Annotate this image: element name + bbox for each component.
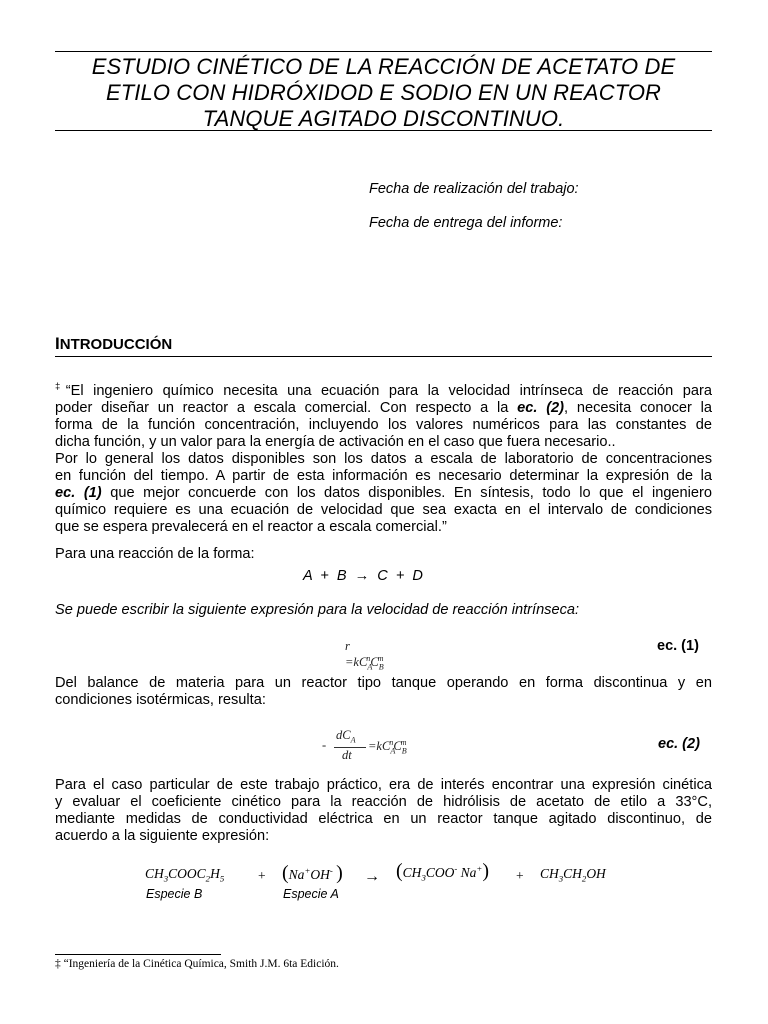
title-line-3: TANQUE AGITADO DISCONTINUO.	[202, 106, 565, 131]
particular-line: Para el caso particular de este trabajo práctico, era de interés encontrar una expresión cinética	[55, 777, 712, 793]
particular-line: y evaluar el coeficiente cinético para la reacción de hidrólisis de acetato de etilo a 33°C,	[55, 794, 712, 810]
footnote-mark: ‡	[55, 381, 66, 392]
title-top-rule	[55, 51, 712, 52]
section-rule	[55, 356, 712, 357]
intro-paragraph	[55, 378, 712, 536]
plus-sign: +	[258, 868, 266, 883]
title-bottom-rule	[55, 130, 712, 131]
plus-sign: +	[516, 868, 524, 883]
fecha-realizacion: Fecha de realización del trabajo:	[369, 181, 579, 197]
document-title	[55, 54, 712, 132]
title-line-2: ETILO CON HIDRÓXIDOD E SODIO EN UN REACTOR	[105, 80, 662, 105]
intro-line: en función del tiempo. A partir de esta información es necesario determinar la expresión de la	[55, 467, 712, 484]
general-reaction-equation: A + B → C + D	[303, 568, 423, 584]
section-heading-initial: I	[55, 334, 60, 353]
product-sodium-acetate: ($CH_3COO^-$ Na+)	[396, 860, 489, 883]
reactant-sodium-hydroxide: (Na+OH- )	[282, 862, 343, 884]
eq1-label: ec. (1)	[657, 638, 699, 654]
balance-line: Del balance de materia para un reactor tipo tanque operando en forma discontinua y en	[55, 675, 712, 691]
balance-equation: - $dC_A$ dt $=kC_A^nC_B^m$	[322, 728, 407, 762]
fecha-entrega: Fecha de entrega del informe:	[369, 215, 563, 231]
particular-line: acuerdo a la siguiente expresión:	[55, 828, 270, 844]
particular-paragraph	[55, 777, 712, 845]
balance-line: condiciones isotérmicas, resulta:	[55, 692, 266, 708]
ref-ec1: ec. (1)	[55, 484, 102, 501]
reactant-ethyl-acetate: $CH_3COOC_2H_5$	[145, 866, 225, 884]
footnote: ‡ “Ingeniería de la Cinética Química, Smith J.M. 6ta Edición.	[55, 958, 339, 970]
eq2-label: ec. (2)	[658, 736, 700, 752]
intro-line: dicha función, y un valor para la energía de activación en el caso que fuera necesario..	[55, 433, 616, 450]
product-ethanol: $CH_3CH_2OH$	[540, 866, 606, 884]
section-heading-rest: NTRODUCCIÓN	[59, 336, 173, 353]
intro-line: químico requiere es una ecuación de velocidad que sea exacta en el intervalo de condiciones	[55, 501, 712, 518]
intro-line: forma de la función concentración, incluyendo los valores numéricos para las constantes de	[55, 416, 712, 433]
intro-line: ec. (1) que mejor concuerde con los datos disponibles. En síntesis, todo lo que el ingeniero	[55, 484, 713, 501]
intro-line: poder diseñar un reactor a escala comercial. Con respecto a la ec. (2), necesita conocer la	[55, 399, 712, 416]
rate-equation: $r =kC_A^nC_B^m$	[345, 639, 384, 672]
title-line-1: ESTUDIO CINÉTICO DE LA REACCIÓN DE ACETATO DE	[91, 54, 676, 79]
intro-line: Por lo general los datos disponibles son los datos a escala de laboratorio de concentraciones	[55, 450, 712, 467]
rate-intro: Se puede escribir la siguiente expresión para la velocidad de reacción intrínseca:	[55, 602, 580, 618]
balance-paragraph	[55, 675, 712, 709]
footnote-rule	[55, 954, 221, 955]
reaction-form-text: Para una reacción de la forma:	[55, 546, 255, 562]
ref-ec2: ec. (2)	[517, 399, 565, 416]
species-b-label: Especie B	[146, 887, 203, 901]
reaction-arrow: →	[364, 868, 380, 885]
intro-line: ‡“El ingeniero químico necesita una ecuación para la velocidad intrínseca de reacción para	[55, 381, 712, 399]
intro-line: que se espera prevalecerá en el reactor a escala comercial.”	[55, 518, 447, 535]
particular-line: mediante medidas de conductividad eléctrica en un reactor tanque agitado discontinuo, de	[55, 811, 712, 827]
species-a-label: Especie A	[283, 887, 339, 901]
section-heading	[55, 334, 172, 354]
